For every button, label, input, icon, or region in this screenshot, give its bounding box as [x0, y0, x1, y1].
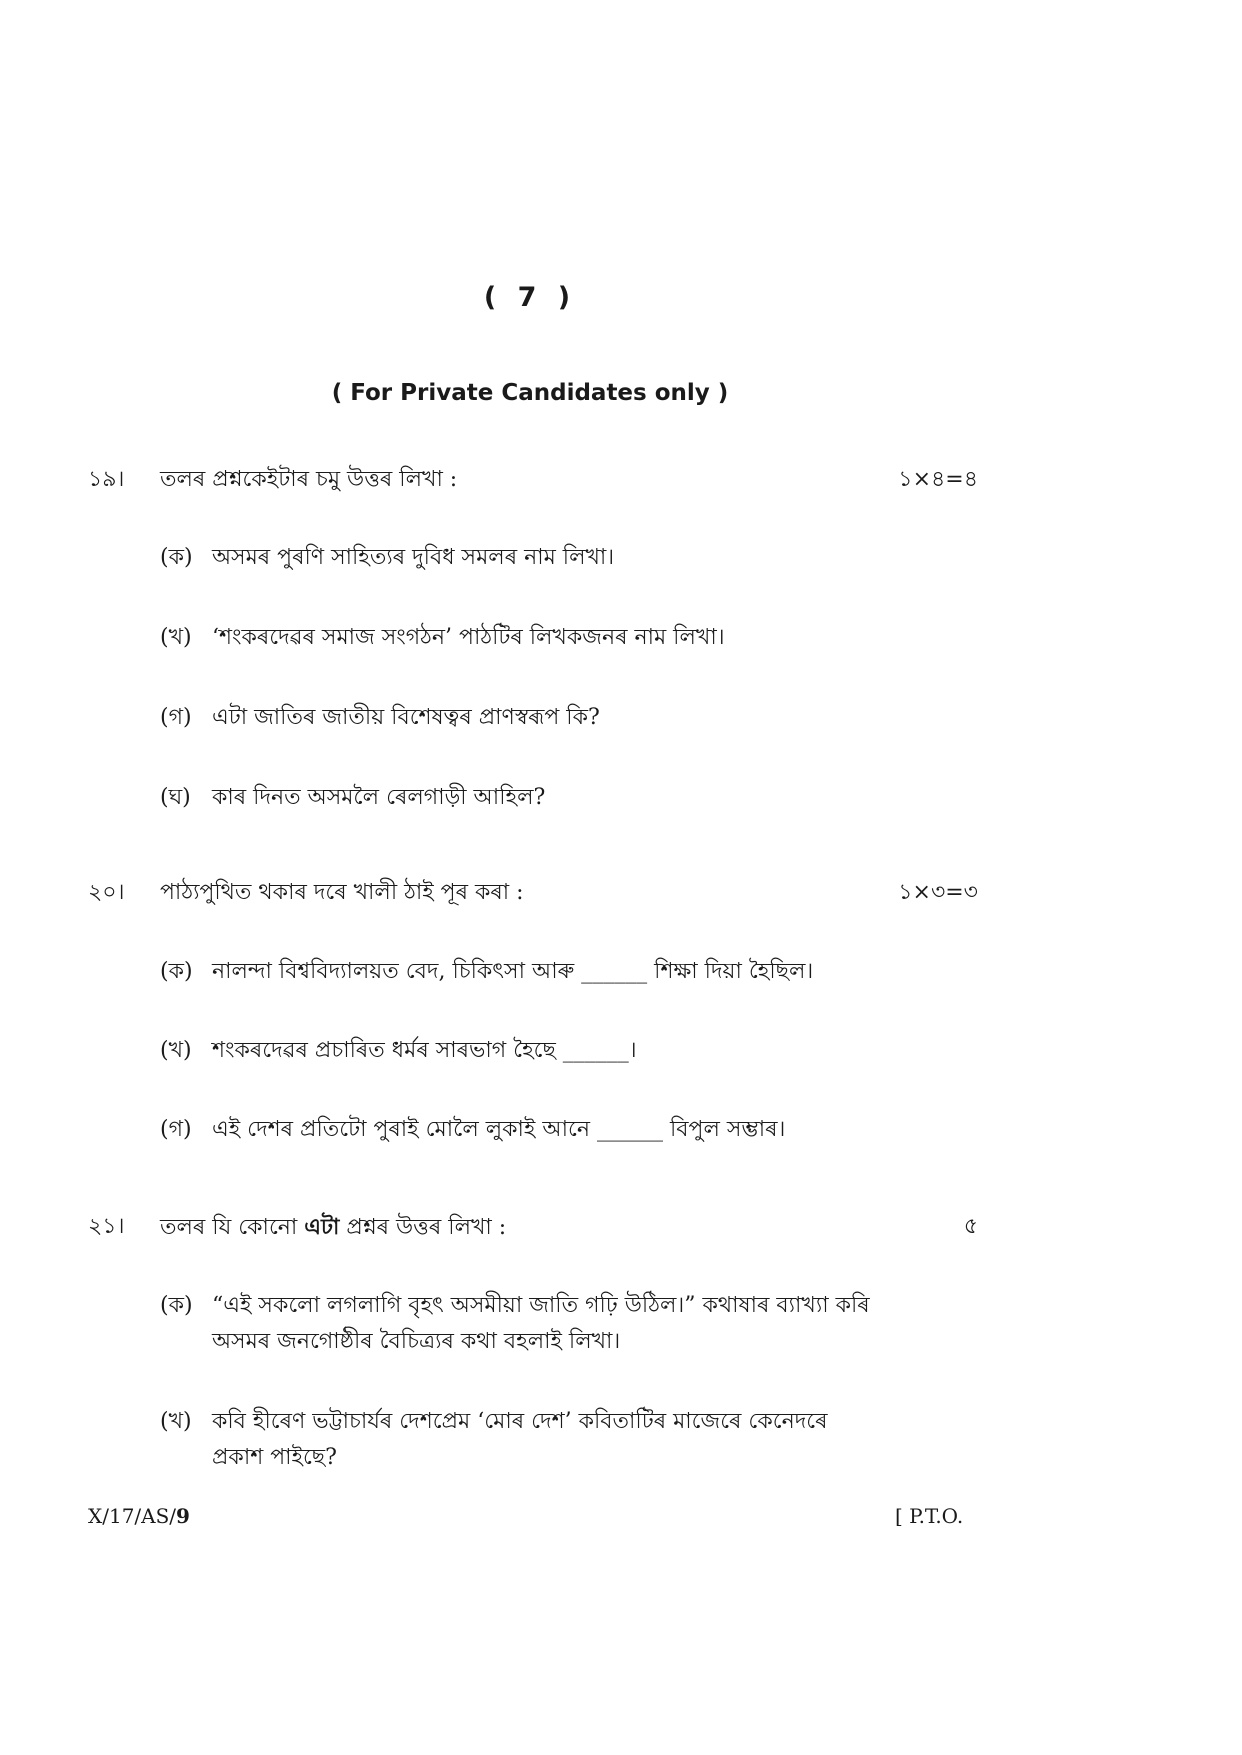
question-text-part: প্ৰশ্নৰ উত্তৰ লিখা : — [339, 1215, 507, 1240]
sub-text: কাৰ দিনত অসমলৈ ৰেলগাড়ী আহিল? — [212, 785, 546, 810]
question-19 — [88, 463, 978, 497]
question-marks: ৫ — [963, 1214, 978, 1239]
sub-text: নালন্দা বিশ্ববিদ্যালয়ত বেদ, চিকিৎসা আৰু ______ শিক্ষা দিয়া হৈছিল। — [212, 959, 814, 984]
sub-text — [212, 1288, 912, 1360]
sub-text: এই দেশৰ প্ৰতিটো পুৰাই মোলৈ লুকাই আনে ______ বিপুল সম্ভাৰ। — [212, 1117, 786, 1142]
sub-label: (খ) — [160, 1038, 192, 1063]
sub-text — [212, 1404, 912, 1476]
paper-code-number: 9 — [176, 1504, 190, 1528]
sub-text: অসমৰ পুৰণি সাহিত্যৰ দুবিধ সমলৰ নাম লিখা। — [212, 545, 615, 570]
sub-label: (ক) — [160, 959, 193, 984]
pto-label: [ P.T.O. — [895, 1504, 964, 1528]
question-text-part: তলৰ যি কোনো — [160, 1215, 305, 1240]
sub-text: শংকৰদেৱৰ প্ৰচাৰিত ধৰ্মৰ সাৰভাগ হৈছে ______। — [212, 1038, 637, 1063]
sub-text-line: প্ৰকাশ পাইছে? — [212, 1445, 337, 1470]
paper-code-prefix: X/17/AS/ — [88, 1504, 177, 1528]
question-text-emphasis: এটা — [304, 1214, 340, 1240]
sub-text-line: “এই সকলো লগলাগি বৃহৎ অসমীয়া জাতি গঢ়ি উঠিল।” কথাষাৰ ব্যাখ্যা কৰি — [212, 1293, 870, 1318]
sub-label: (ক) — [160, 1293, 193, 1318]
question-21 — [88, 1210, 978, 1244]
sub-label: (খ) — [160, 1409, 192, 1434]
question-text — [160, 1210, 506, 1245]
question-text: তলৰ প্ৰশ্নকেইটাৰ চমু উত্তৰ লিখা : — [160, 467, 458, 492]
question-number: ২০। — [88, 880, 125, 905]
sub-label: (ক) — [160, 545, 193, 570]
sub-label: (গ) — [160, 1117, 192, 1142]
sub-text: ‘শংকৰদেৱৰ সমাজ সংগঠন’ পাঠটিৰ লিখকজনৰ নাম লিখা। — [212, 625, 725, 650]
question-marks: ১×৪=৪ — [898, 467, 978, 492]
question-number: ২১। — [88, 1214, 125, 1239]
sub-text: এটা জাতিৰ জাতীয় বিশেষত্বৰ প্ৰাণস্বৰূপ কি? — [212, 705, 600, 730]
question-20 — [88, 876, 978, 910]
sub-label: (গ) — [160, 705, 192, 730]
question-marks: ১×৩=৩ — [898, 880, 978, 905]
page-number: ( 7 ) — [483, 282, 577, 313]
sub-label: (খ) — [160, 625, 192, 650]
sub-text-line: কবি হীৰেণ ভট্টাচাৰ্যৰ দেশপ্ৰেম ‘মোৰ দেশ’ কবিতাটিৰ মাজেৰে কেনেদৰে — [212, 1409, 828, 1434]
sub-text-line: অসমৰ জনগোষ্ঠীৰ বৈচিত্ৰ্যৰ কথা বহলাই লিখা। — [212, 1329, 621, 1354]
question-text: পাঠ্যপুথিত থকাৰ দৰে খালী ঠাই পূৰ কৰা : — [160, 880, 524, 905]
sub-label: (ঘ) — [160, 785, 191, 810]
section-title: ( For Private Candidates only ) — [331, 380, 729, 406]
paper-code — [88, 1504, 190, 1528]
question-number: ১৯। — [88, 467, 125, 492]
